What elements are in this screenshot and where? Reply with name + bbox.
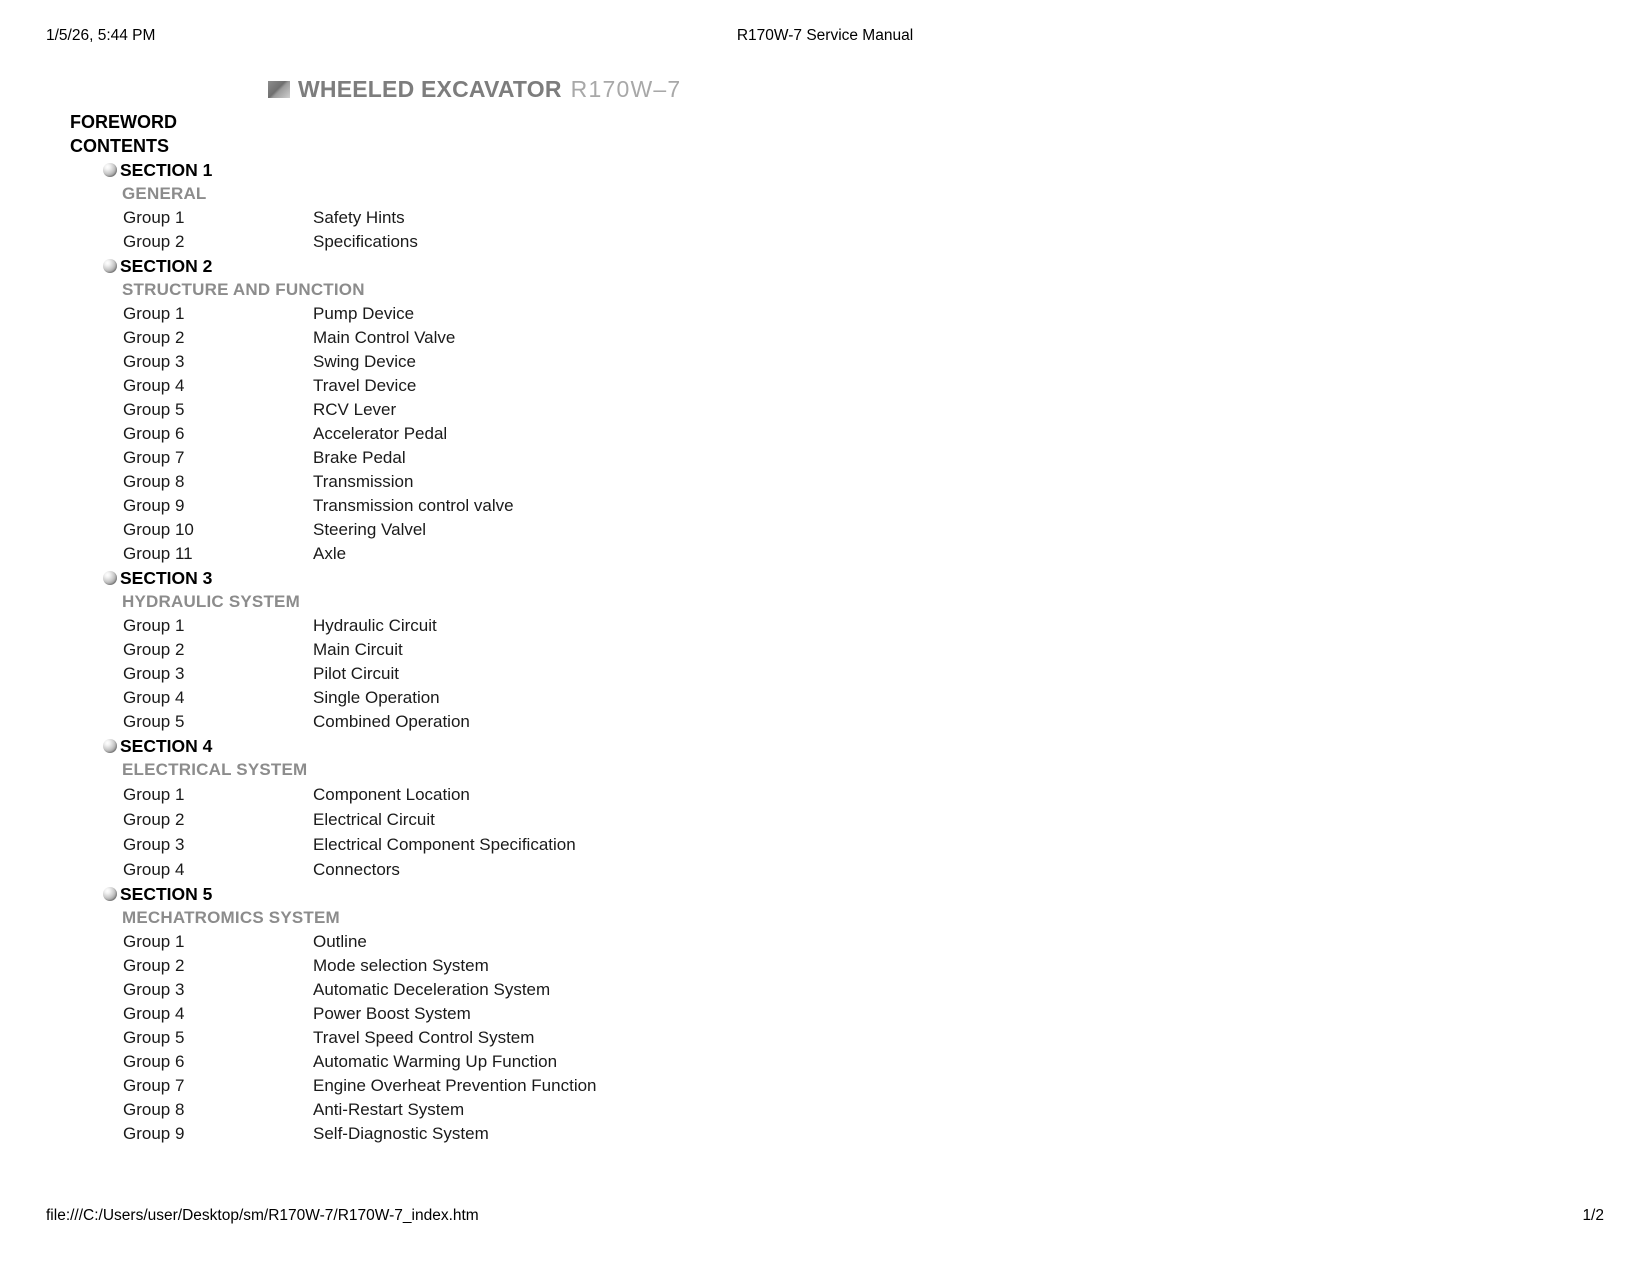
toc-group-row[interactable] [0, 638, 1650, 662]
toc-section-label: SECTION 2 [120, 256, 213, 276]
section-sphere-bullet-icon [103, 259, 117, 273]
toc-section-label: SECTION 4 [120, 736, 213, 756]
toc-group-row[interactable] [0, 422, 1650, 446]
toc-group-name: Outline [313, 932, 367, 951]
toc-group-name: Electrical Component Specification [313, 835, 576, 854]
toc-group-row[interactable] [0, 1002, 1650, 1026]
toc-group-name: Automatic Deceleration System [313, 980, 551, 999]
toc-group-number: Group 9 [123, 496, 185, 515]
section-sphere-bullet-icon [103, 571, 117, 585]
toc-group-number: Group 1 [123, 932, 185, 951]
toc-group-number: Group 4 [123, 688, 185, 707]
toc-group-row[interactable] [0, 1098, 1650, 1122]
toc-group-number: Group 3 [123, 835, 185, 854]
toc-group-name: Automatic Warming Up Function [313, 1052, 558, 1071]
toc-group-row[interactable] [0, 954, 1650, 978]
toc-section-block [0, 566, 1650, 734]
toc-group-number: Group 8 [123, 1100, 185, 1119]
toc-group-row[interactable] [0, 470, 1650, 494]
toc-group-name: Connectors [313, 860, 400, 879]
toc-section-block [0, 158, 1650, 254]
toc-group-name: Engine Overheat Prevention Function [313, 1076, 597, 1095]
toc-group-row[interactable] [0, 206, 1650, 230]
toc-group-name: Combined Operation [313, 712, 470, 731]
toc-group-number: Group 3 [123, 664, 185, 683]
toc-section-block [0, 254, 1650, 566]
toc-group-number: Group 2 [123, 328, 185, 347]
toc-group-row[interactable] [0, 230, 1650, 254]
toc-group-row[interactable] [0, 930, 1650, 954]
wheeled-excavator-logo-icon [268, 81, 290, 98]
toc-group-number: Group 1 [123, 616, 185, 635]
toc-group-number: Group 3 [123, 352, 185, 371]
toc-sections [0, 158, 1650, 1146]
toc-group-number: Group 5 [123, 400, 185, 419]
print-header-title: R170W-7 Service Manual [736, 27, 914, 44]
toc-group-number: Group 3 [123, 980, 185, 999]
toc-section-link[interactable] [103, 254, 1650, 278]
section-sphere-bullet-icon [103, 739, 117, 753]
toc-section-link[interactable] [103, 158, 1650, 182]
toc-group-name: Electrical Circuit [313, 810, 435, 829]
toc-group-row[interactable] [0, 807, 1650, 832]
toc-group-name: Power Boost System [313, 1004, 471, 1023]
toc-group-number: Group 10 [123, 520, 194, 539]
toc-group-row[interactable] [0, 350, 1650, 374]
print-header-timestamp: 1/5/26, 5:44 PM [46, 27, 156, 44]
toc-group-row[interactable] [0, 1074, 1650, 1098]
toc-section-link[interactable] [103, 882, 1650, 906]
toc-group-name: Axle [313, 544, 347, 563]
toc-group-number: Group 6 [123, 424, 185, 443]
toc-group-row[interactable] [0, 782, 1650, 807]
toc-group-name: RCV Lever [313, 400, 397, 419]
toc-group-number: Group 9 [123, 1124, 185, 1143]
toc-section-subtitle: MECHATROMICS SYSTEM [122, 908, 340, 927]
toc-group-number: Group 5 [123, 1028, 185, 1047]
toc-group-row[interactable] [0, 518, 1650, 542]
print-footer-url: file:///C:/Users/user/Desktop/sm/R170W-7/R170W-7_index.htm [46, 1207, 479, 1224]
toc-group-row[interactable] [0, 832, 1650, 857]
toc-group-row[interactable] [0, 978, 1650, 1002]
table-of-contents [0, 110, 1650, 1146]
toc-group-name: Pilot Circuit [313, 664, 399, 683]
toc-group-number: Group 6 [123, 1052, 185, 1071]
toc-section-subtitle: ELECTRICAL SYSTEM [122, 760, 308, 779]
toc-section-block [0, 882, 1650, 1146]
toc-group-number: Group 2 [123, 232, 185, 251]
toc-group-name: Anti-Restart System [313, 1100, 465, 1119]
toc-group-name: Main Control Valve [313, 328, 456, 347]
toc-group-row[interactable] [0, 614, 1650, 638]
toc-group-name: Self-Diagnostic System [313, 1124, 489, 1143]
toc-group-name: Pump Device [313, 304, 415, 323]
toc-section-subtitle: STRUCTURE AND FUNCTION [122, 280, 365, 299]
toc-group-row[interactable] [0, 686, 1650, 710]
toc-group-name: Main Circuit [313, 640, 403, 659]
document-title-main: WHEELED EXCAVATOR [298, 75, 562, 102]
toc-group-name: Hydraulic Circuit [313, 616, 437, 635]
toc-group-number: Group 11 [123, 544, 193, 563]
toc-group-number: Group 7 [123, 1076, 185, 1095]
toc-group-number: Group 4 [123, 860, 185, 879]
toc-group-number: Group 5 [123, 712, 185, 731]
toc-group-name: Travel Speed Control System [313, 1028, 535, 1047]
toc-section-subtitle: GENERAL [122, 184, 207, 203]
toc-group-row[interactable] [0, 326, 1650, 350]
toc-group-number: Group 2 [123, 810, 185, 829]
toc-group-row[interactable] [0, 1050, 1650, 1074]
toc-group-name: Component Location [313, 785, 470, 804]
toc-group-row[interactable] [0, 662, 1650, 686]
toc-section-label: SECTION 1 [120, 160, 213, 180]
toc-section-label: SECTION 3 [120, 568, 213, 588]
print-footer [0, 1207, 1650, 1229]
toc-section-label: SECTION 5 [120, 884, 213, 904]
toc-group-name: Accelerator Pedal [313, 424, 448, 443]
toc-group-row[interactable] [0, 710, 1650, 734]
toc-group-number: Group 2 [123, 956, 185, 975]
section-sphere-bullet-icon [103, 887, 117, 901]
document-title-model: R170W–7 [570, 75, 682, 102]
toc-group-row[interactable] [0, 494, 1650, 518]
section-sphere-bullet-icon [103, 163, 117, 177]
toc-group-number: Group 4 [123, 376, 185, 395]
toc-foreword-link[interactable]: FOREWORD [70, 112, 177, 132]
toc-group-number: Group 2 [123, 640, 185, 659]
toc-group-row[interactable] [0, 1122, 1650, 1146]
toc-section-link[interactable] [103, 566, 1650, 590]
toc-group-name: Travel Device [313, 376, 417, 395]
toc-group-number: Group 1 [123, 785, 185, 804]
print-footer-page-number: 1/2 [1582, 1207, 1604, 1224]
toc-group-row[interactable] [0, 857, 1650, 882]
toc-group-row[interactable] [0, 446, 1650, 470]
toc-group-name: Safety Hints [313, 208, 405, 227]
toc-group-number: Group 1 [123, 304, 185, 323]
print-header [0, 27, 1650, 49]
toc-group-row[interactable] [0, 374, 1650, 398]
toc-group-name: Transmission control valve [313, 496, 514, 515]
toc-section-subtitle: HYDRAULIC SYSTEM [122, 592, 300, 611]
toc-group-row[interactable] [0, 1026, 1650, 1050]
toc-group-row[interactable] [0, 542, 1650, 566]
toc-contents-label: CONTENTS [70, 136, 169, 156]
document-title [268, 74, 681, 104]
toc-group-name: Single Operation [313, 688, 440, 707]
toc-section-block [0, 734, 1650, 882]
toc-group-name: Swing Device [313, 352, 416, 371]
toc-group-name: Mode selection System [313, 956, 489, 975]
toc-group-row[interactable] [0, 302, 1650, 326]
toc-group-name: Brake Pedal [313, 448, 406, 467]
toc-group-number: Group 4 [123, 1004, 185, 1023]
toc-section-link[interactable] [103, 734, 1650, 758]
toc-group-number: Group 1 [123, 208, 185, 227]
toc-group-name: Steering Valvel [313, 520, 427, 539]
toc-group-number: Group 8 [123, 472, 185, 491]
toc-group-number: Group 7 [123, 448, 185, 467]
toc-group-row[interactable] [0, 398, 1650, 422]
toc-group-name: Specifications [313, 232, 418, 251]
toc-group-name: Transmission [313, 472, 414, 491]
